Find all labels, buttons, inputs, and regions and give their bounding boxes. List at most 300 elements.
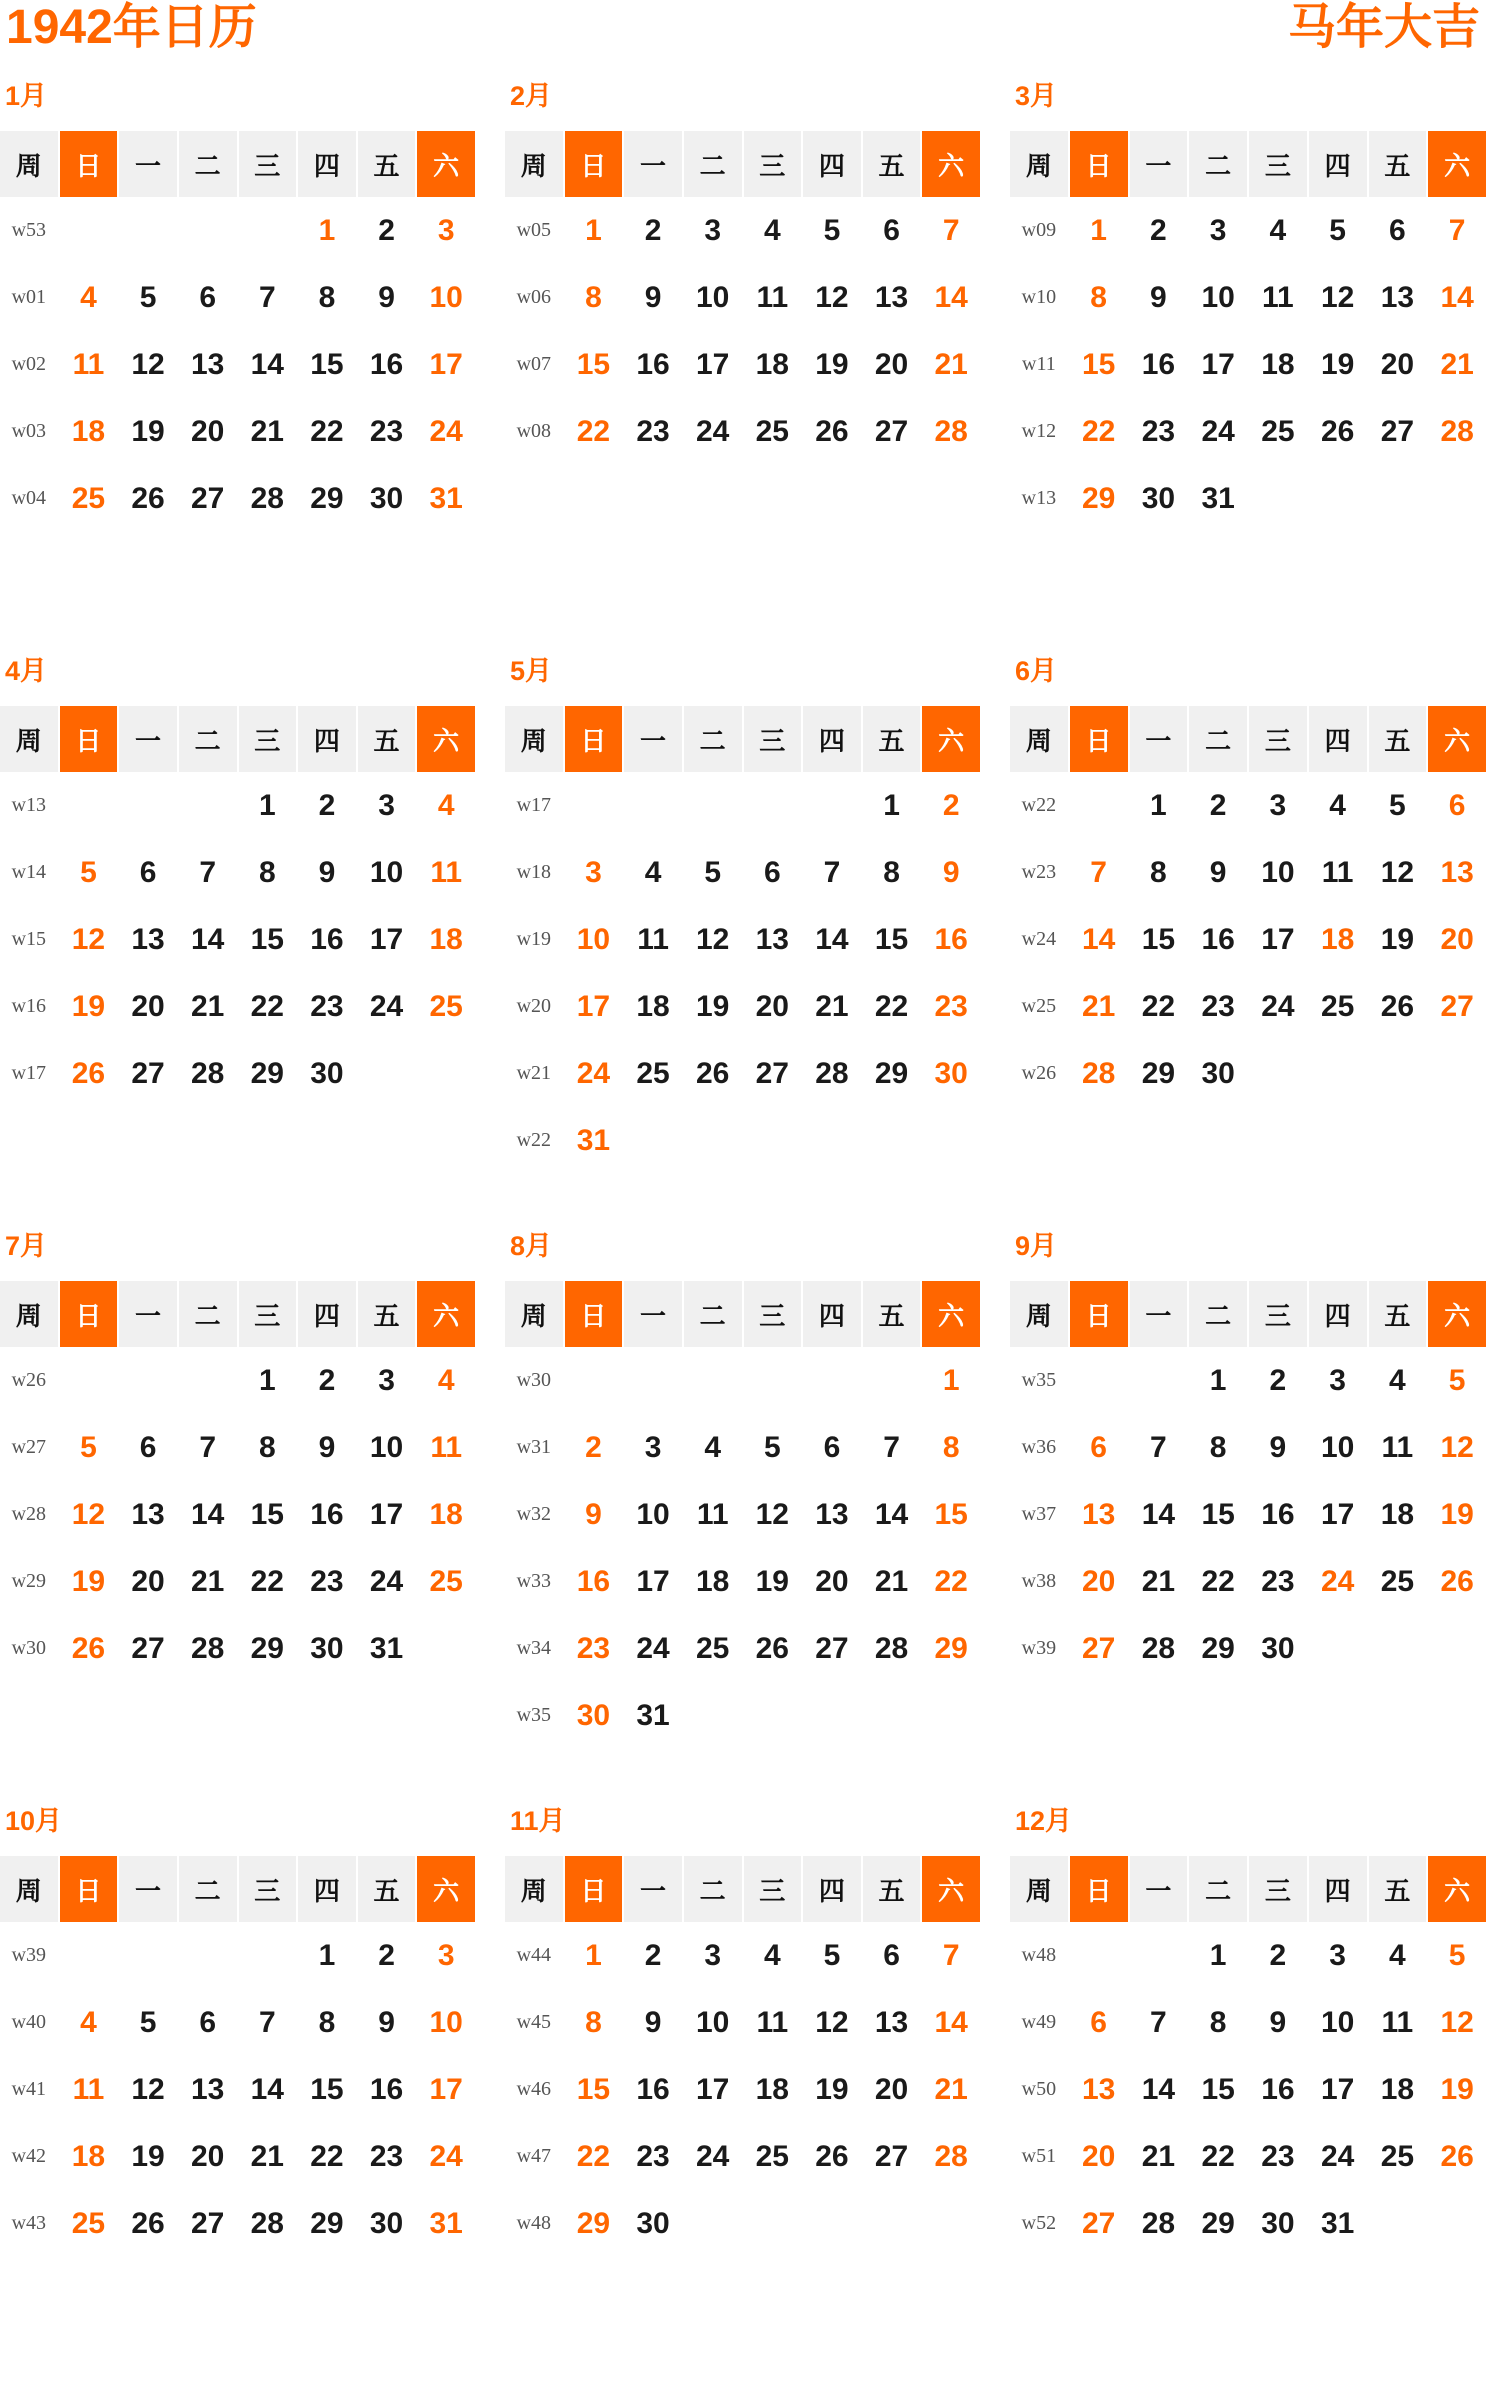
date-cell: 21: [934, 2072, 968, 2106]
date-cell: 22: [1081, 414, 1116, 448]
empty-date-cell: [684, 772, 742, 839]
week-number: w10: [1021, 286, 1057, 308]
weekday-header-2: 一: [1130, 706, 1188, 772]
empty-date-cell: [922, 1107, 980, 1174]
month-title: 12月: [1015, 1806, 1073, 1836]
empty-date-cell: [744, 772, 802, 839]
date-cell: 10: [429, 2005, 463, 2039]
date-cell: 26: [1440, 1564, 1474, 1598]
date-cell: 9: [942, 855, 960, 889]
date-cell: 3: [378, 1363, 395, 1397]
month-title: 3月: [1015, 81, 1058, 111]
date-cell: 12: [1440, 1430, 1474, 1464]
weekday-header-3: 二: [1189, 706, 1247, 772]
weekday-header-6: 五: [358, 1856, 416, 1922]
date-cell: 5: [80, 1430, 97, 1464]
date-cell: 3: [378, 788, 395, 822]
date-cell: 20: [131, 1564, 165, 1598]
date-cell: 12: [815, 2005, 849, 2039]
weekday-header-7: 六: [922, 706, 980, 772]
week-number: w12: [1021, 420, 1057, 442]
week-number: w51: [1021, 2145, 1057, 2167]
date-cell: 24: [696, 2139, 730, 2173]
empty-date-cell: [803, 1682, 861, 1749]
week-number: w37: [1021, 1503, 1057, 1525]
week-number: w38: [1021, 1570, 1057, 1592]
date-cell: 17: [696, 2072, 730, 2106]
date-cell: 11: [696, 1497, 729, 1531]
week-column-header: 周: [1010, 131, 1068, 197]
date-cell: 26: [131, 2206, 165, 2240]
weekday-header-3: 二: [1189, 1856, 1247, 1922]
date-cell: 24: [1261, 989, 1295, 1023]
month-title: 2月: [510, 81, 553, 111]
date-cell: 24: [1320, 2139, 1355, 2173]
week-column-header: 周: [0, 131, 58, 197]
weekday-header-4: 三: [744, 131, 802, 197]
date-cell: 29: [310, 2206, 344, 2240]
date-cell: 2: [1150, 213, 1167, 247]
date-cell: 30: [1261, 2206, 1295, 2240]
month-title: 8月: [510, 1231, 553, 1261]
empty-date-cell: [1309, 465, 1367, 532]
date-cell: 13: [874, 280, 909, 314]
date-cell: 8: [1209, 1430, 1227, 1464]
date-cell: 15: [250, 922, 284, 956]
date-cell: 16: [1261, 2072, 1295, 2106]
month-block-7: [0, 1233, 475, 1808]
weekday-header-1: 日: [1070, 1281, 1128, 1347]
date-cell: 21: [250, 2139, 284, 2173]
date-cell: 23: [310, 989, 344, 1023]
weekday-header-2: 一: [119, 1281, 177, 1347]
empty-date-cell: [1070, 1922, 1128, 1989]
week-number: w11: [1022, 353, 1056, 375]
date-cell: 6: [139, 855, 157, 889]
date-cell: 25: [1320, 989, 1355, 1023]
date-cell: 25: [636, 1056, 670, 1090]
week-number: w16: [11, 995, 47, 1017]
month-calendar-table: [1010, 1281, 1486, 1682]
date-cell: 21: [1141, 2139, 1176, 2173]
week-number: w01: [11, 286, 47, 308]
month-title: 4月: [5, 656, 48, 686]
week-column-header: 周: [0, 1856, 58, 1922]
week-column-header: 周: [1010, 1856, 1068, 1922]
weekday-header-5: 四: [298, 1856, 356, 1922]
date-cell: 3: [704, 213, 722, 247]
date-cell: 20: [1081, 2139, 1116, 2173]
date-cell: 10: [696, 2005, 730, 2039]
date-cell: 30: [369, 481, 404, 515]
week-number: w23: [1021, 861, 1057, 883]
week-number: w43: [11, 2212, 47, 2234]
date-cell: 23: [576, 1631, 611, 1665]
date-cell: 18: [696, 1564, 730, 1598]
date-cell: 10: [429, 280, 463, 314]
date-cell: 7: [258, 2005, 276, 2039]
date-cell: 21: [1440, 347, 1474, 381]
weekday-header-6: 五: [1369, 131, 1427, 197]
week-number: w04: [11, 487, 47, 509]
month-block-4: [0, 658, 475, 1233]
weekday-header-6: 五: [1369, 706, 1427, 772]
date-cell: 1: [883, 788, 900, 822]
date-cell: 4: [644, 855, 662, 889]
empty-date-cell: [179, 1347, 237, 1414]
date-cell: 16: [934, 922, 968, 956]
date-cell: 1: [585, 213, 602, 247]
weekday-header-4: 三: [744, 1856, 802, 1922]
date-cell: 18: [1320, 922, 1355, 956]
date-cell: 27: [131, 1056, 165, 1090]
weekday-header-1: 日: [1070, 131, 1128, 197]
date-cell: 14: [1141, 1497, 1176, 1531]
date-cell: 2: [378, 1938, 395, 1972]
month-block-3: [1010, 83, 1486, 658]
weekday-header-4: 三: [1249, 1281, 1307, 1347]
weekday-header-6: 五: [1369, 1856, 1427, 1922]
week-column-header: 周: [0, 1281, 58, 1347]
week-number: w15: [11, 928, 47, 950]
week-number: w17: [516, 794, 552, 816]
months-grid: [0, 83, 1486, 2383]
week-number: w35: [1021, 1369, 1057, 1391]
weekday-header-1: 日: [565, 706, 623, 772]
weekday-header-4: 三: [239, 706, 297, 772]
weekday-header-7: 六: [922, 1281, 980, 1347]
empty-date-cell: [863, 1682, 921, 1749]
date-cell: 16: [369, 347, 404, 381]
date-cell: 12: [696, 922, 730, 956]
month-calendar-table: [0, 1856, 475, 2257]
weekday-header-1: 日: [565, 1281, 623, 1347]
date-cell: 10: [1320, 2005, 1355, 2039]
date-cell: 16: [636, 2072, 670, 2106]
date-cell: 3: [437, 1938, 455, 1972]
weekday-header-1: 日: [60, 1856, 118, 1922]
week-number: w34: [516, 1637, 552, 1659]
week-column-header: 周: [1010, 1281, 1068, 1347]
empty-date-cell: [803, 2190, 861, 2257]
date-cell: 19: [755, 1564, 789, 1598]
date-cell: 20: [1081, 1564, 1116, 1598]
date-cell: 27: [815, 1631, 849, 1665]
date-cell: 9: [378, 2005, 395, 2039]
weekday-header-6: 五: [358, 1281, 416, 1347]
date-cell: 28: [815, 1056, 849, 1090]
date-cell: 6: [883, 213, 900, 247]
date-cell: 28: [1440, 414, 1474, 448]
empty-date-cell: [358, 1040, 416, 1107]
date-cell: 28: [1141, 2206, 1176, 2240]
week-column-header: 周: [505, 706, 563, 772]
month-title: 11月: [510, 1806, 566, 1836]
month-title: 7月: [5, 1231, 48, 1261]
date-cell: 24: [636, 1631, 670, 1665]
week-column-header: 周: [1010, 706, 1068, 772]
date-cell: 29: [310, 481, 344, 515]
weekday-header-7: 六: [1428, 1281, 1486, 1347]
date-cell: 27: [1440, 989, 1474, 1023]
weekday-header-5: 四: [298, 131, 356, 197]
week-number: w20: [516, 995, 552, 1017]
empty-date-cell: [922, 2190, 980, 2257]
date-cell: 18: [1380, 2072, 1415, 2106]
date-cell: 9: [644, 2005, 662, 2039]
date-cell: 23: [1201, 989, 1235, 1023]
weekday-header-1: 日: [60, 706, 118, 772]
date-cell: 5: [823, 213, 841, 247]
weekday-header-2: 一: [624, 1281, 682, 1347]
empty-date-cell: [1070, 1347, 1128, 1414]
date-cell: 30: [1141, 481, 1176, 515]
date-cell: 4: [763, 1938, 781, 1972]
weekday-header-6: 五: [863, 1281, 921, 1347]
date-cell: 9: [1209, 855, 1227, 889]
weekday-header-5: 四: [803, 131, 861, 197]
date-cell: 17: [1320, 1497, 1355, 1531]
month-calendar-table: [0, 706, 475, 1107]
date-cell: 2: [1269, 1363, 1287, 1397]
date-cell: 23: [369, 2139, 404, 2173]
week-number: w03: [11, 420, 47, 442]
month-calendar-table: [505, 706, 980, 1174]
date-cell: 21: [1141, 1564, 1176, 1598]
date-cell: 22: [250, 989, 284, 1023]
date-cell: 5: [80, 855, 97, 889]
month-block-9: [1010, 1233, 1486, 1808]
date-cell: 3: [704, 1938, 722, 1972]
date-cell: 23: [934, 989, 968, 1023]
date-cell: 10: [1261, 855, 1295, 889]
date-cell: 13: [191, 2072, 225, 2106]
date-cell: 12: [1320, 280, 1355, 314]
date-cell: 11: [430, 1430, 463, 1464]
date-cell: 22: [250, 1564, 284, 1598]
date-cell: 25: [755, 2139, 789, 2173]
date-cell: 9: [378, 280, 395, 314]
week-number: w47: [516, 2145, 552, 2167]
weekday-header-2: 一: [1130, 1856, 1188, 1922]
empty-date-cell: [60, 772, 118, 839]
weekday-header-3: 二: [1189, 131, 1247, 197]
date-cell: 26: [696, 1056, 730, 1090]
week-number: w50: [1021, 2078, 1057, 2100]
date-cell: 9: [1269, 2005, 1287, 2039]
date-cell: 22: [1201, 2139, 1235, 2173]
week-number: w08: [516, 420, 552, 442]
date-cell: 2: [942, 788, 960, 822]
date-cell: 8: [883, 855, 900, 889]
empty-date-cell: [1309, 1040, 1367, 1107]
weekday-header-6: 五: [1369, 1281, 1427, 1347]
date-cell: 26: [131, 481, 165, 515]
date-cell: 14: [191, 1497, 225, 1531]
date-cell: 13: [874, 2005, 909, 2039]
date-cell: 11: [637, 922, 669, 956]
month-block-6: [1010, 658, 1486, 1233]
empty-date-cell: [684, 2190, 742, 2257]
date-cell: 24: [429, 2139, 463, 2173]
weekday-header-7: 六: [1428, 1856, 1486, 1922]
date-cell: 1: [942, 1363, 960, 1397]
month-title: 5月: [510, 656, 553, 686]
weekday-header-3: 二: [684, 1856, 742, 1922]
week-number: w17: [11, 1062, 47, 1084]
date-cell: 31: [576, 1123, 611, 1157]
date-cell: 8: [585, 280, 602, 314]
week-number: w30: [11, 1637, 47, 1659]
date-cell: 2: [1269, 1938, 1287, 1972]
week-number: w05: [516, 219, 552, 241]
weekday-header-5: 四: [1309, 131, 1367, 197]
date-cell: 1: [318, 1938, 336, 1972]
month-calendar-table: [1010, 131, 1486, 532]
date-cell: 17: [1320, 2072, 1355, 2106]
week-number: w19: [516, 928, 552, 950]
date-cell: 6: [199, 2005, 217, 2039]
date-cell: 11: [72, 347, 105, 381]
weekday-header-2: 一: [119, 131, 177, 197]
date-cell: 8: [318, 2005, 336, 2039]
weekday-header-4: 三: [1249, 131, 1307, 197]
date-cell: 29: [934, 1631, 968, 1665]
date-cell: 3: [437, 213, 455, 247]
date-cell: 13: [755, 922, 789, 956]
week-number: w53: [11, 219, 47, 241]
week-number: w46: [516, 2078, 552, 2100]
weekday-header-1: 日: [565, 131, 623, 197]
date-cell: 28: [191, 1631, 225, 1665]
weekday-header-4: 三: [239, 1281, 297, 1347]
date-cell: 13: [1081, 1497, 1116, 1531]
week-number: w36: [1021, 1436, 1057, 1458]
weekday-header-2: 一: [624, 1856, 682, 1922]
date-cell: 6: [1448, 788, 1466, 822]
date-cell: 31: [429, 2206, 463, 2240]
date-cell: 10: [576, 922, 611, 956]
weekday-header-3: 二: [179, 131, 237, 197]
weekday-header-7: 六: [417, 706, 475, 772]
empty-date-cell: [1249, 1040, 1307, 1107]
date-cell: 4: [1389, 1363, 1406, 1397]
month-calendar-table: [0, 1281, 475, 1682]
month-calendar-table: [1010, 1856, 1486, 2257]
weekday-header-7: 六: [922, 1856, 980, 1922]
date-cell: 8: [1150, 855, 1167, 889]
empty-date-cell: [744, 1347, 802, 1414]
weekday-header-4: 三: [239, 131, 297, 197]
date-cell: 30: [369, 2206, 404, 2240]
empty-date-cell: [624, 772, 682, 839]
date-cell: 7: [258, 280, 276, 314]
date-cell: 4: [763, 213, 781, 247]
weekday-header-6: 五: [358, 131, 416, 197]
date-cell: 30: [636, 2206, 670, 2240]
date-cell: 14: [815, 922, 849, 956]
date-cell: 12: [755, 1497, 789, 1531]
date-cell: 7: [1150, 2005, 1167, 2039]
empty-date-cell: [1428, 2190, 1486, 2257]
date-cell: 3: [1329, 1938, 1346, 1972]
empty-date-cell: [119, 1922, 177, 1989]
empty-date-cell: [565, 1347, 623, 1414]
date-cell: 20: [815, 1564, 849, 1598]
date-cell: 19: [71, 989, 106, 1023]
date-cell: 20: [131, 989, 165, 1023]
date-cell: 25: [71, 2206, 106, 2240]
empty-date-cell: [179, 1922, 237, 1989]
date-cell: 20: [191, 414, 225, 448]
weekday-header-1: 日: [60, 131, 118, 197]
date-cell: 21: [191, 1564, 225, 1598]
month-block-8: [505, 1233, 980, 1808]
date-cell: 28: [250, 481, 284, 515]
weekday-header-1: 日: [565, 1856, 623, 1922]
week-number: w18: [516, 861, 552, 883]
empty-date-cell: [744, 2190, 802, 2257]
date-cell: 20: [1440, 922, 1474, 956]
weekday-header-5: 四: [1309, 706, 1367, 772]
date-cell: 21: [191, 989, 225, 1023]
date-cell: 22: [934, 1564, 968, 1598]
date-cell: 25: [696, 1631, 730, 1665]
empty-date-cell: [179, 197, 237, 264]
empty-date-cell: [417, 1040, 475, 1107]
week-number: w14: [11, 861, 47, 883]
weekday-header-3: 二: [684, 1281, 742, 1347]
month-title: 6月: [1015, 656, 1058, 686]
date-cell: 4: [1389, 1938, 1406, 1972]
week-number: w44: [516, 1944, 552, 1966]
empty-date-cell: [744, 1682, 802, 1749]
date-cell: 25: [1380, 1564, 1415, 1598]
date-cell: 30: [1261, 1631, 1295, 1665]
date-cell: 27: [1081, 2206, 1116, 2240]
date-cell: 27: [191, 2206, 225, 2240]
week-number: w07: [516, 353, 552, 375]
weekday-header-7: 六: [417, 1856, 475, 1922]
month-calendar-table: [505, 131, 980, 465]
date-cell: 13: [1380, 280, 1415, 314]
date-cell: 15: [934, 1497, 968, 1531]
date-cell: 23: [1261, 2139, 1295, 2173]
date-cell: 22: [874, 989, 909, 1023]
date-cell: 1: [1090, 213, 1107, 247]
date-cell: 6: [1090, 2005, 1107, 2039]
date-cell: 19: [131, 414, 165, 448]
date-cell: 17: [1261, 922, 1295, 956]
date-cell: 24: [429, 414, 463, 448]
date-cell: 4: [1329, 788, 1346, 822]
page-subtitle: 马年大吉: [1287, 1, 1480, 54]
date-cell: 29: [874, 1056, 909, 1090]
date-cell: 19: [71, 1564, 106, 1598]
date-cell: 28: [250, 2206, 284, 2240]
empty-date-cell: [1428, 465, 1486, 532]
date-cell: 16: [1261, 1497, 1295, 1531]
date-cell: 12: [1440, 2005, 1474, 2039]
date-cell: 5: [1389, 788, 1406, 822]
date-cell: 30: [576, 1698, 611, 1732]
date-cell: 19: [815, 2072, 849, 2106]
date-cell: 16: [310, 1497, 344, 1531]
date-cell: 14: [934, 2005, 968, 2039]
weekday-header-6: 五: [863, 131, 921, 197]
date-cell: 28: [1141, 1631, 1176, 1665]
date-cell: 1: [318, 213, 336, 247]
